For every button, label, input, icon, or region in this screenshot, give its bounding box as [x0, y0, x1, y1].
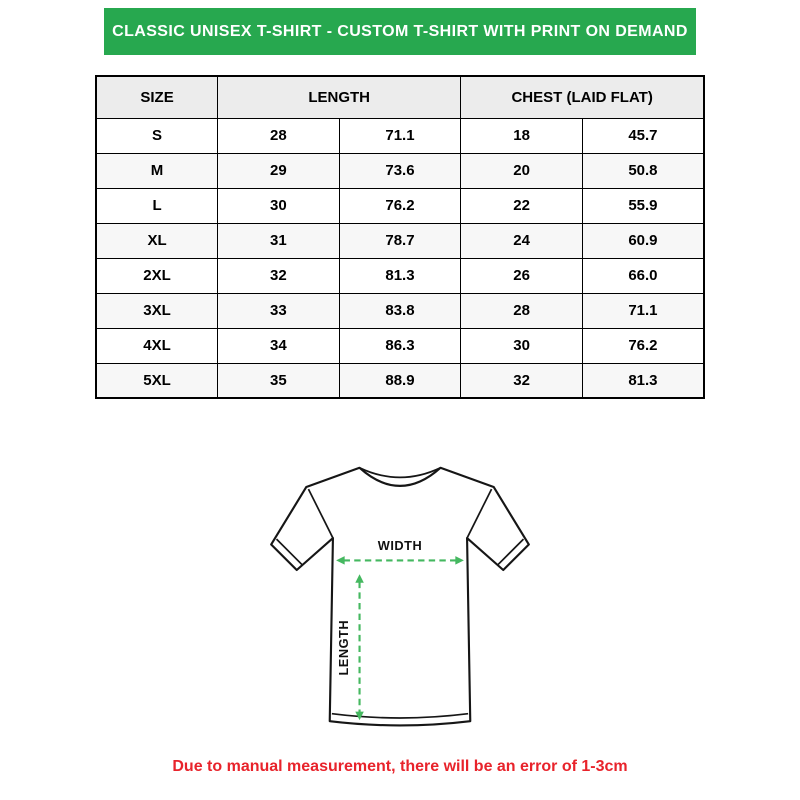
chest-in-cell: 30 [461, 328, 583, 363]
tshirt-diagram [240, 438, 560, 768]
table-header-row [96, 76, 704, 118]
length-label: LENGTH [335, 619, 351, 676]
size-cell: M [96, 153, 218, 188]
col-header-size: SIZE [96, 76, 218, 118]
chest-in-cell: 28 [461, 293, 583, 328]
chest-cm-cell: 71.1 [582, 293, 704, 328]
length-cm-cell: 71.1 [339, 118, 461, 153]
size-cell: 3XL [96, 293, 218, 328]
length-cm-cell: 78.7 [339, 223, 461, 258]
table-row [96, 223, 704, 258]
chest-in-cell: 20 [461, 153, 583, 188]
length-in-cell: 35 [218, 363, 340, 398]
length-cm-cell: 76.2 [339, 188, 461, 223]
length-in-cell: 34 [218, 328, 340, 363]
table-row [96, 293, 704, 328]
size-table-body [96, 118, 704, 398]
table-row [96, 258, 704, 293]
measurement-disclaimer: Due to manual measurement, there will be an error of 1-3cm [172, 758, 628, 775]
length-in-cell: 33 [218, 293, 340, 328]
width-label: WIDTH [377, 537, 423, 553]
size-cell: 2XL [96, 258, 218, 293]
length-cm-cell: 83.8 [339, 293, 461, 328]
chest-cm-cell: 55.9 [582, 188, 704, 223]
chest-in-cell: 32 [461, 363, 583, 398]
length-in-cell: 28 [218, 118, 340, 153]
page-title: CLASSIC UNISEX T-SHIRT - CUSTOM T-SHIRT WITH PRINT ON DEMAND [112, 22, 688, 40]
length-cm-cell: 73.6 [339, 153, 461, 188]
size-table-head [96, 76, 704, 118]
table-row [96, 328, 704, 363]
length-in-cell: 32 [218, 258, 340, 293]
chest-cm-cell: 50.8 [582, 153, 704, 188]
chest-in-cell: 26 [461, 258, 583, 293]
tshirt-svg [240, 438, 560, 768]
length-cm-cell: 86.3 [339, 328, 461, 363]
chest-cm-cell: 66.0 [582, 258, 704, 293]
table-row [96, 118, 704, 153]
chest-in-cell: 18 [461, 118, 583, 153]
length-cm-cell: 81.3 [339, 258, 461, 293]
length-in-cell: 30 [218, 188, 340, 223]
table-row [96, 153, 704, 188]
title-banner [104, 8, 696, 55]
length-cm-cell: 88.9 [339, 363, 461, 398]
chest-cm-cell: 81.3 [582, 363, 704, 398]
chest-cm-cell: 60.9 [582, 223, 704, 258]
col-header-length: LENGTH [218, 76, 461, 118]
col-header-chest: CHEST (LAID FLAT) [461, 76, 704, 118]
table-row [96, 363, 704, 398]
size-cell: L [96, 188, 218, 223]
size-cell: S [96, 118, 218, 153]
table-row [96, 188, 704, 223]
size-cell: 4XL [96, 328, 218, 363]
chest-cm-cell: 76.2 [582, 328, 704, 363]
length-in-cell: 31 [218, 223, 340, 258]
chest-in-cell: 22 [461, 188, 583, 223]
length-in-cell: 29 [218, 153, 340, 188]
tshirt-outline [271, 468, 529, 726]
size-table [95, 75, 705, 399]
size-cell: XL [96, 223, 218, 258]
chest-in-cell: 24 [461, 223, 583, 258]
size-cell: 5XL [96, 363, 218, 398]
chest-cm-cell: 45.7 [582, 118, 704, 153]
size-table-wrap [95, 75, 705, 399]
